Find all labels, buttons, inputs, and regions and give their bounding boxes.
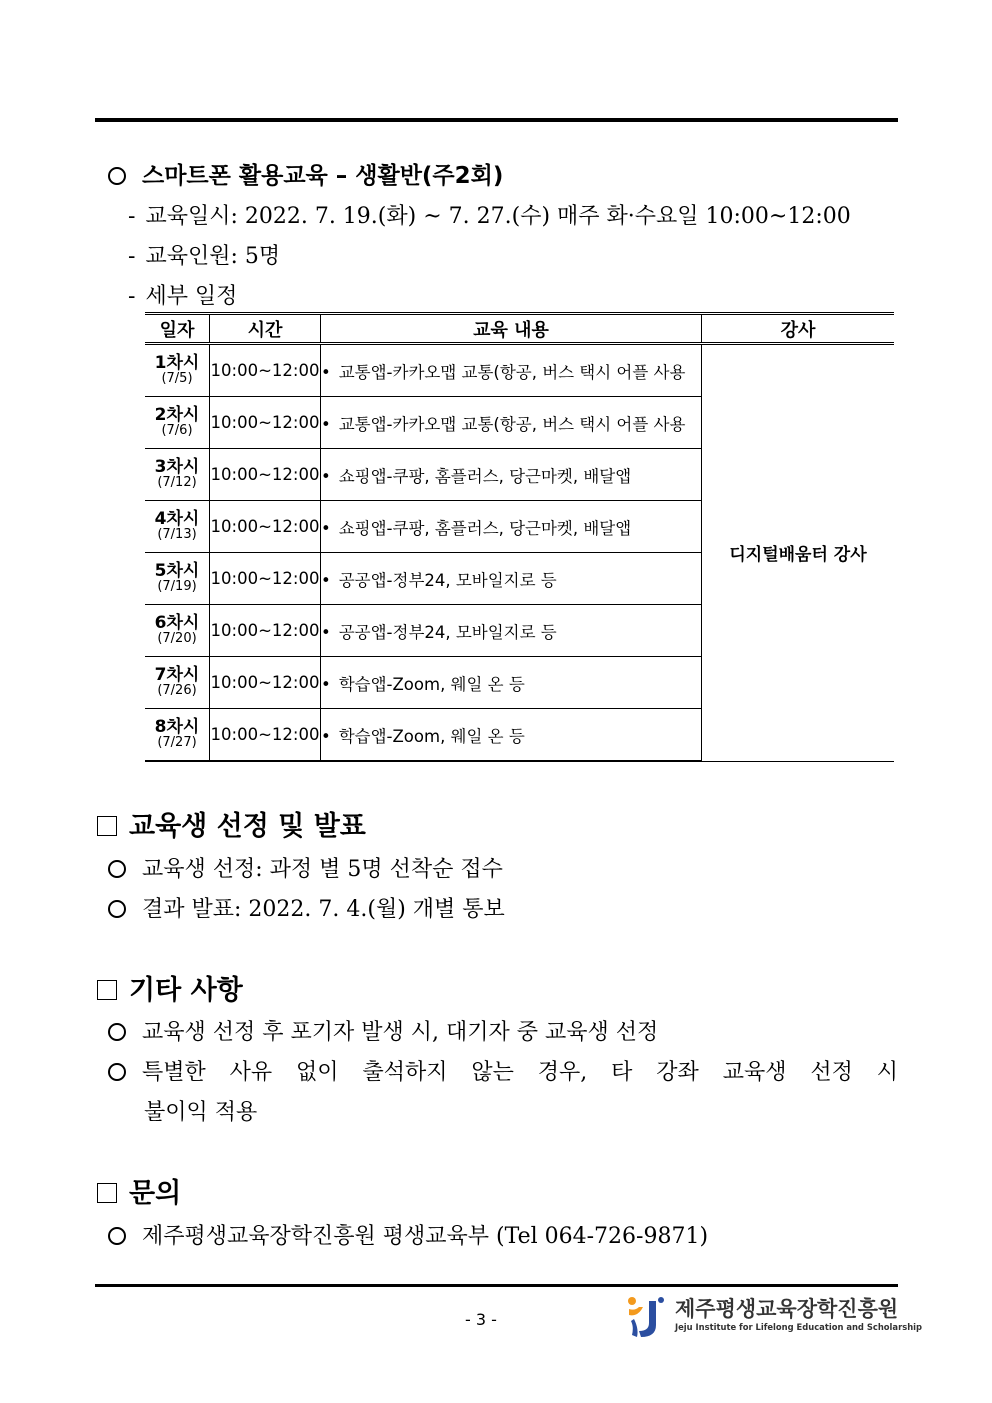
time-cell: 10:00~12:00: [210, 501, 321, 553]
content-cell: • 공공앱-정부24, 모바일지로 등: [321, 605, 702, 657]
session-cell: 4차시 (7/13): [145, 501, 210, 553]
content-cell: • 공공앱-정부24, 모바일지로 등: [321, 553, 702, 605]
page-number: - 3 -: [465, 1310, 497, 1329]
content-cell: • 교통앱-카카오맵 교통(항공, 버스 택시 어플 사용: [321, 397, 702, 449]
other-item: 교육생 선정 후 포기자 발생 시, 대기자 중 교육생 선정: [108, 1019, 658, 1047]
session-cell: 3차시 (7/12): [145, 449, 210, 501]
session-cell: 1차시 (7/5): [145, 344, 210, 397]
content-cell: • 교통앱-카카오맵 교통(항공, 버스 택시 어플 사용: [321, 344, 702, 397]
content-cell: • 쇼핑앱-쿠팡, 홈플러스, 당근마켓, 배달앱: [321, 501, 702, 553]
logo-subtitle: Jeju Institute for Lifelong Education and Scholarship: [675, 1322, 923, 1332]
circle-bullet-icon: [108, 860, 126, 878]
other-item: 특별한 사유 없이 출석하지 않는 경우, 타 강좌 교육생 선정 시: [108, 1059, 898, 1087]
square-bullet-icon: [97, 980, 117, 1000]
table-row: [145, 344, 894, 397]
circle-bullet-icon: [108, 167, 126, 185]
content-cell: • 학습앱-Zoom, 웨일 온 등: [321, 709, 702, 762]
program-item-schedule: - 세부 일정: [128, 284, 238, 309]
logo-name: 제주평생교육장학진흥원: [675, 1297, 899, 1321]
header-instructor: 강사: [702, 314, 895, 344]
institute-logo: [625, 1293, 923, 1339]
institute-logo-icon: [625, 1295, 667, 1339]
session-cell: 6차시 (7/20): [145, 605, 210, 657]
top-rule: [95, 118, 898, 122]
session-cell: 2차시 (7/6): [145, 397, 210, 449]
circle-bullet-icon: [108, 1227, 126, 1245]
header-date: 일자: [145, 314, 210, 344]
program-item-date: - 교육일시: 2022. 7. 19.(화) ~ 7. 27.(수) 매주 화·수요일 10:00~12:00: [128, 204, 851, 229]
time-cell: 10:00~12:00: [210, 553, 321, 605]
session-cell: 5차시 (7/19): [145, 553, 210, 605]
square-bullet-icon: [97, 1183, 117, 1203]
time-cell: 10:00~12:00: [210, 397, 321, 449]
time-cell: 10:00~12:00: [210, 709, 321, 762]
instructor-cell: 디지털배움터 강사: [702, 344, 895, 762]
content-cell: • 쇼핑앱-쿠팡, 홈플러스, 당근마켓, 배달앱: [321, 449, 702, 501]
session-cell: 7차시 (7/26): [145, 657, 210, 709]
section-heading-selection: 교육생 선정 및 발표: [97, 810, 366, 844]
header-time: 시간: [210, 314, 321, 344]
section-heading-inquiry: 문의: [97, 1177, 181, 1211]
selection-item: 결과 발표: 2022. 7. 4.(월) 개별 통보: [108, 896, 505, 924]
time-cell: 10:00~12:00: [210, 344, 321, 397]
time-cell: 10:00~12:00: [210, 449, 321, 501]
time-cell: 10:00~12:00: [210, 657, 321, 709]
program-item-people: - 교육인원: 5명: [128, 244, 281, 269]
circle-bullet-icon: [108, 900, 126, 918]
circle-bullet-icon: [108, 1063, 126, 1081]
circle-bullet-icon: [108, 1023, 126, 1041]
table-header-row: [145, 314, 894, 344]
selection-item: 교육생 선정: 과정 별 5명 선착순 접수: [108, 856, 503, 884]
content-cell: • 학습앱-Zoom, 웨일 온 등: [321, 657, 702, 709]
time-cell: 10:00~12:00: [210, 605, 321, 657]
inquiry-item: 제주평생교육장학진흥원 평생교육부 (Tel 064-726-9871): [108, 1223, 708, 1251]
square-bullet-icon: [97, 816, 117, 836]
section-heading-other: 기타 사항: [97, 974, 243, 1008]
header-content: 교육 내용: [321, 314, 702, 344]
schedule-table: [145, 312, 894, 762]
other-item-continued: 불이익 적용: [144, 1100, 258, 1125]
bottom-rule: [95, 1284, 898, 1287]
session-cell: 8차시 (7/27): [145, 709, 210, 762]
program-title: 스마트폰 활용교육 – 생활반(주2회): [108, 162, 503, 190]
